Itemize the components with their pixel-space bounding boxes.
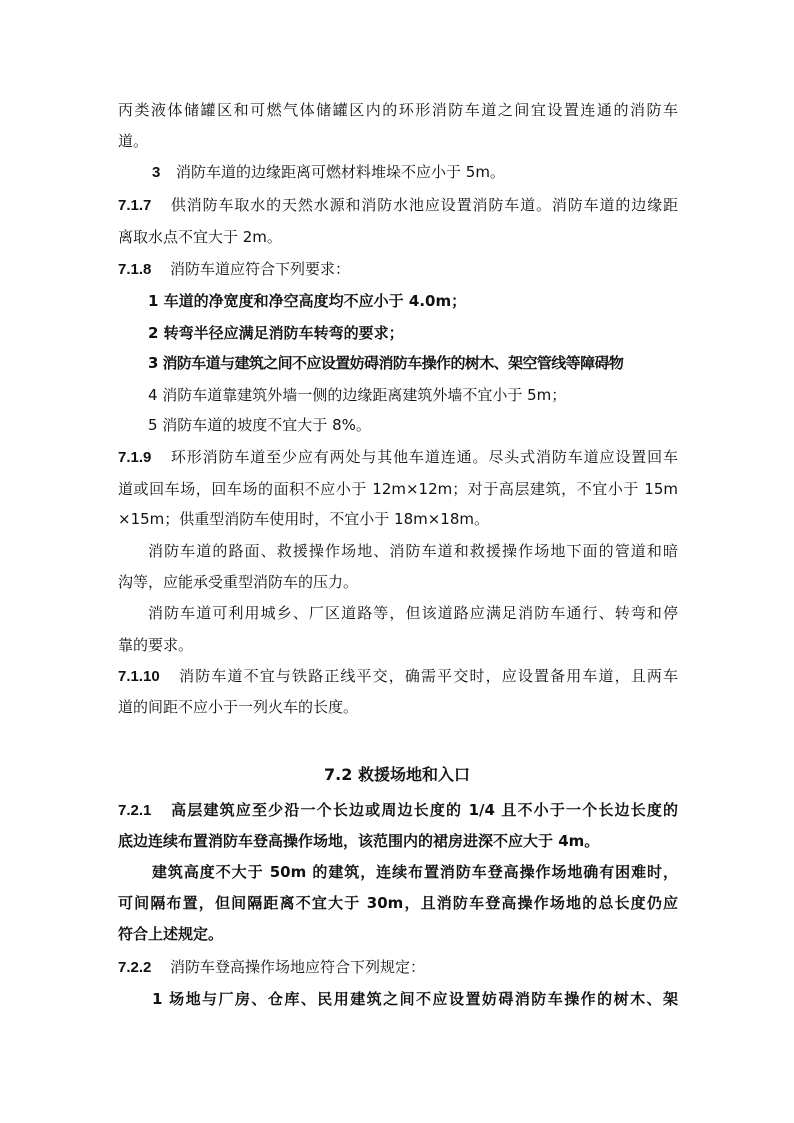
clause-text: 环形消防车道至少应有两处与其他车道连通。尽头式消防车道应设置回车 (170, 448, 678, 466)
clause-text: 供消防车取水的天然水源和消防水池应设置消防车道。消防车道的边缘距 (170, 196, 678, 214)
clause-text: 高层建筑应至少沿一个长边或周边长度的 1/4 且不小于一个长边长度的 (170, 801, 678, 819)
paragraph-line: 符合上述规定。 (118, 925, 224, 943)
paragraph-line: 底边连续布置消防车登高操作场地，该范围内的裙房进深不应大于 4m。 (118, 832, 600, 850)
paragraph-line: 消防车道的路面、救援操作场地、消防车道和救援操作场地下面的管道和暗 (148, 542, 678, 560)
list-item: 5 消防车道的坡度不宜大于 8%。 (148, 416, 371, 434)
clause-number: 7.1.10 (118, 668, 160, 685)
paragraph-line: 建筑高度不大于 50m 的建筑，连续布置消防车登高操作场地确有困难时， (152, 863, 678, 881)
paragraph-line: 靠的要求。 (118, 636, 194, 654)
paragraph-line: 沟等，应能承受重型消防车的压力。 (118, 573, 359, 591)
list-number: 3 (152, 164, 161, 181)
list-item (152, 161, 678, 184)
paragraph-line: 离取水点不宜大于 2m。 (118, 228, 282, 246)
paragraph-line: 道的间距不应小于一列火车的长度。 (118, 698, 359, 716)
clause-text: 消防车道不宜与铁路正线平交，确需平交时，应设置备用车道，且两车 (178, 667, 678, 685)
clause-text: 消防车道应符合下列要求： (170, 260, 351, 278)
section-heading: 7.2 救援场地和入口 (324, 765, 470, 784)
clause-number: 7.2.2 (118, 959, 152, 976)
paragraph-line: 道或回车场，回车场的面积不应小于 12m×12m；对于高层建筑，不宜小于 15m (118, 480, 678, 498)
list-item: 2 转弯半径应满足消防车转弯的要求； (148, 324, 404, 342)
clause-line (118, 194, 678, 217)
list-item: 3 消防车道与建筑之间不应设置妨碍消防车操作的树木、架空管线等障碍物 (148, 354, 624, 372)
paragraph-line: 可间隔布置，但间隔距离不宜大于 30m，且消防车登高操作场地的总长度仍应 (118, 894, 678, 912)
paragraph-line: 道。 (118, 132, 149, 150)
clause-number: 7.1.9 (118, 449, 152, 466)
paragraph-line: 消防车道可利用城乡、厂区道路等，但该道路应满足消防车通行、转弯和停 (148, 604, 678, 622)
clause-number: 7.1.8 (118, 261, 152, 278)
list-item: 4 消防车道靠建筑外墙一侧的边缘距离建筑外墙不宜小于 5m； (148, 386, 567, 404)
clause-line (118, 799, 678, 822)
clause-line (118, 258, 678, 281)
clause-text: 消防车登高操作场地应符合下列规定： (170, 958, 426, 976)
clause-line (118, 956, 678, 979)
paragraph-line: 丙类液体储罐区和可燃气体储罐区内的环形消防车道之间宜设置连通的消防车 (118, 101, 678, 119)
list-item: 1 场地与厂房、仓库、民用建筑之间不应设置妨碍消防车操作的树木、架 (152, 990, 678, 1008)
clause-line (118, 446, 678, 469)
list-text: 消防车道的边缘距离可燃材料堆垛不应小于 5m。 (176, 163, 505, 181)
clause-line (118, 665, 678, 688)
clause-number: 7.1.7 (118, 197, 152, 214)
clause-number: 7.2.1 (118, 802, 152, 819)
list-item: 1 车道的净宽度和净空高度均不应小于 4.0m； (148, 292, 467, 310)
paragraph-line: ×15m；供重型消防车使用时，不宜小于 18m×18m。 (118, 510, 490, 528)
